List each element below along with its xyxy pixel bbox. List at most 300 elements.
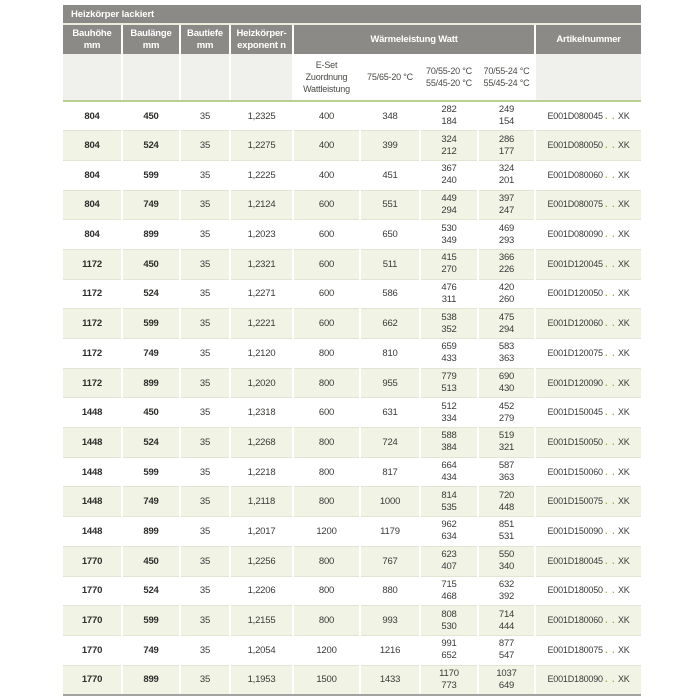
cell-eset-watt: 600 bbox=[293, 279, 360, 309]
cell-70-55-20 bbox=[420, 428, 478, 458]
cell-exponent: 1,2268 bbox=[230, 428, 293, 458]
cell-bautiefe: 35 bbox=[180, 160, 230, 190]
watt-value-line: 530 bbox=[441, 620, 457, 632]
cell-bauhoehe: 804 bbox=[63, 160, 122, 190]
article-suffix: XK bbox=[618, 615, 630, 626]
cell-eset-watt: 800 bbox=[293, 457, 360, 487]
watt-value-line: 286 bbox=[498, 133, 515, 145]
watt-value-line: 659 bbox=[441, 341, 457, 353]
watt-value-line: 324 bbox=[441, 133, 457, 145]
col-header-baulaenge bbox=[122, 24, 180, 54]
cell-70-55-24 bbox=[478, 309, 535, 339]
cell-bautiefe: 35 bbox=[180, 517, 230, 547]
cell-75-65: 810 bbox=[360, 339, 420, 369]
cell-75-65: 631 bbox=[360, 398, 420, 428]
cell-70-55-20 bbox=[420, 487, 478, 517]
article-code: E001D180075 bbox=[547, 644, 603, 655]
article-suffix: XK bbox=[618, 407, 630, 418]
article-suffix: XK bbox=[618, 585, 630, 596]
cell-exponent: 1,2124 bbox=[230, 190, 293, 220]
watt-value-line: 962 bbox=[441, 519, 457, 531]
article-code: E001D080090 bbox=[547, 229, 603, 240]
cell-75-65: 650 bbox=[360, 220, 420, 250]
watt-value-line: 1037 bbox=[496, 667, 517, 679]
cell-70-55-20 bbox=[420, 160, 478, 190]
cell-baulaenge: 899 bbox=[122, 665, 180, 695]
watt-value-line: 184 bbox=[441, 116, 457, 128]
watt-value-line: 714 bbox=[498, 608, 515, 620]
watt-value-line: 1170 bbox=[439, 667, 459, 679]
cell-70-55-20 bbox=[420, 101, 478, 131]
header-line: mm bbox=[142, 39, 160, 51]
watt-value-line: 991 bbox=[441, 638, 457, 650]
cell-75-65: 399 bbox=[360, 131, 420, 161]
header-line: Baulänge bbox=[130, 27, 172, 39]
cell-bautiefe: 35 bbox=[180, 487, 230, 517]
watt-value-line: 588 bbox=[441, 430, 457, 442]
cell-baulaenge: 450 bbox=[122, 249, 180, 279]
cell-70-55-20 bbox=[420, 131, 478, 161]
table-row bbox=[63, 190, 641, 220]
cell-bautiefe: 35 bbox=[180, 131, 230, 161]
header-line: Bauhöhe bbox=[72, 27, 112, 39]
watt-value-line: 475 bbox=[498, 311, 515, 323]
watt-value-line: 349 bbox=[441, 234, 457, 246]
subheader-line: E-Set bbox=[315, 60, 338, 70]
watt-value-line: 664 bbox=[441, 460, 457, 472]
cell-70-55-24 bbox=[478, 220, 535, 250]
cell-bautiefe: 35 bbox=[180, 428, 230, 458]
table-row bbox=[63, 428, 641, 458]
watt-value-line: 531 bbox=[498, 531, 515, 543]
cell-eset-watt: 1200 bbox=[293, 517, 360, 547]
watt-value-line: 334 bbox=[441, 412, 457, 424]
watt-value-line: 407 bbox=[441, 561, 457, 573]
watt-value-line: 177 bbox=[498, 145, 515, 157]
table-row bbox=[63, 665, 641, 695]
cell-70-55-20 bbox=[420, 665, 478, 695]
article-code: E001D180045 bbox=[547, 555, 603, 566]
cell-artikelnummer bbox=[535, 190, 641, 220]
watt-value-line: 448 bbox=[498, 501, 515, 513]
watt-value-line: 430 bbox=[498, 383, 515, 395]
cell-70-55-20 bbox=[420, 339, 478, 369]
watt-value-line: 392 bbox=[498, 590, 515, 602]
article-suffix: XK bbox=[618, 525, 630, 536]
cell-70-55-20 bbox=[420, 635, 478, 665]
article-dots: . . bbox=[605, 347, 616, 358]
cell-baulaenge: 524 bbox=[122, 279, 180, 309]
cell-exponent: 1,1953 bbox=[230, 665, 293, 695]
cell-exponent: 1,2256 bbox=[230, 546, 293, 576]
cell-exponent: 1,2020 bbox=[230, 368, 293, 398]
cell-75-65: 817 bbox=[360, 457, 420, 487]
cell-70-55-24 bbox=[478, 339, 535, 369]
cell-70-55-24 bbox=[478, 131, 535, 161]
watt-value-line: 468 bbox=[441, 590, 457, 602]
cell-baulaenge: 899 bbox=[122, 220, 180, 250]
cell-bauhoehe: 1172 bbox=[63, 279, 122, 309]
cell-artikelnummer bbox=[535, 279, 641, 309]
watt-value-line: 449 bbox=[441, 192, 457, 204]
cell-eset-watt: 800 bbox=[293, 339, 360, 369]
article-dots: . . bbox=[605, 169, 616, 180]
cell-baulaenge: 450 bbox=[122, 546, 180, 576]
cell-artikelnummer bbox=[535, 101, 641, 131]
watt-value-line: 649 bbox=[498, 679, 515, 691]
table-row bbox=[63, 368, 641, 398]
cell-75-65: 451 bbox=[360, 160, 420, 190]
article-code: E001D150060 bbox=[547, 466, 603, 477]
cell-exponent: 1,2155 bbox=[230, 606, 293, 636]
watt-value-line: 247 bbox=[498, 204, 515, 216]
cell-exponent: 1,2271 bbox=[230, 279, 293, 309]
cell-75-65: 993 bbox=[360, 606, 420, 636]
cell-artikelnummer bbox=[535, 368, 641, 398]
cell-bauhoehe: 1172 bbox=[63, 368, 122, 398]
article-suffix: XK bbox=[618, 436, 630, 447]
cell-baulaenge: 899 bbox=[122, 517, 180, 547]
watt-value-line: 513 bbox=[441, 383, 457, 395]
watt-value-line: 249 bbox=[498, 104, 515, 116]
article-dots: . . bbox=[605, 555, 616, 566]
cell-artikelnummer bbox=[535, 457, 641, 487]
watt-value-line: 652 bbox=[441, 650, 457, 662]
cell-75-65: 955 bbox=[360, 368, 420, 398]
cell-70-55-24 bbox=[478, 487, 535, 517]
col-header-bautiefe bbox=[180, 24, 230, 54]
cell-artikelnummer bbox=[535, 398, 641, 428]
header-line: exponent n bbox=[237, 39, 286, 51]
cell-artikelnummer bbox=[535, 220, 641, 250]
cell-bautiefe: 35 bbox=[180, 398, 230, 428]
article-code: E001D180060 bbox=[547, 615, 603, 626]
watt-value-line: 530 bbox=[441, 222, 457, 234]
cell-bauhoehe: 1770 bbox=[63, 635, 122, 665]
cell-baulaenge: 749 bbox=[122, 487, 180, 517]
cell-eset-watt: 600 bbox=[293, 309, 360, 339]
cell-exponent: 1,2275 bbox=[230, 131, 293, 161]
cell-bautiefe: 35 bbox=[180, 220, 230, 250]
cell-70-55-24 bbox=[478, 428, 535, 458]
watt-value-line: 469 bbox=[498, 222, 515, 234]
cell-eset-watt: 800 bbox=[293, 606, 360, 636]
article-suffix: XK bbox=[618, 347, 630, 358]
article-code: E001D180050 bbox=[547, 585, 603, 596]
article-dots: . . bbox=[605, 288, 616, 299]
subheader-empty-bautiefe bbox=[180, 54, 230, 101]
watt-value-line: 715 bbox=[441, 578, 457, 590]
col-header-bauhoehe bbox=[63, 24, 122, 54]
cell-baulaenge: 524 bbox=[122, 576, 180, 606]
cell-eset-watt: 800 bbox=[293, 487, 360, 517]
cell-exponent: 1,2325 bbox=[230, 101, 293, 131]
table-row bbox=[63, 635, 641, 665]
watt-value-line: 452 bbox=[498, 400, 515, 412]
watt-value-line: 282 bbox=[441, 104, 457, 116]
cell-75-65: 1179 bbox=[360, 517, 420, 547]
col-header-waermeleistung: Wärmeleistung Watt bbox=[293, 24, 535, 54]
watt-value-line: 434 bbox=[441, 472, 457, 484]
watt-value-line: 363 bbox=[498, 472, 515, 484]
cell-bautiefe: 35 bbox=[180, 368, 230, 398]
watt-value-line: 226 bbox=[498, 264, 515, 276]
cell-baulaenge: 524 bbox=[122, 131, 180, 161]
cell-70-55-20 bbox=[420, 517, 478, 547]
subheader-line: 55/45-20 °C bbox=[426, 78, 472, 88]
cell-bautiefe: 35 bbox=[180, 101, 230, 131]
watt-value-line: 808 bbox=[441, 608, 457, 620]
article-dots: . . bbox=[605, 110, 616, 121]
cell-75-65: 511 bbox=[360, 249, 420, 279]
table-row bbox=[63, 131, 641, 161]
subheader-empty-bauhoehe bbox=[63, 54, 122, 101]
cell-eset-watt: 600 bbox=[293, 220, 360, 250]
cell-eset-watt: 400 bbox=[293, 131, 360, 161]
article-code: E001D080045 bbox=[547, 110, 603, 121]
cell-bautiefe: 35 bbox=[180, 279, 230, 309]
cell-eset-watt: 800 bbox=[293, 576, 360, 606]
watt-value-line: 623 bbox=[441, 549, 457, 561]
cell-bautiefe: 35 bbox=[180, 249, 230, 279]
radiator-spec-table bbox=[63, 5, 641, 696]
cell-75-65: 1000 bbox=[360, 487, 420, 517]
article-suffix: XK bbox=[618, 555, 630, 566]
watt-value-line: 773 bbox=[441, 679, 457, 691]
cell-exponent: 1,2321 bbox=[230, 249, 293, 279]
article-code: E001D120045 bbox=[547, 258, 603, 269]
table-subheader-row bbox=[63, 54, 641, 101]
article-dots: . . bbox=[605, 674, 616, 685]
article-suffix: XK bbox=[618, 288, 630, 299]
watt-value-line: 476 bbox=[441, 281, 457, 293]
subheader-line: Zuordnung bbox=[305, 72, 348, 82]
subheader-70-55-20 bbox=[420, 54, 478, 101]
cell-artikelnummer bbox=[535, 517, 641, 547]
table-title-row bbox=[63, 5, 641, 24]
cell-70-55-24 bbox=[478, 160, 535, 190]
watt-value-line: 444 bbox=[498, 620, 515, 632]
cell-eset-watt: 800 bbox=[293, 546, 360, 576]
subheader-empty-exponent bbox=[230, 54, 293, 101]
cell-bautiefe: 35 bbox=[180, 606, 230, 636]
cell-eset-watt: 1200 bbox=[293, 635, 360, 665]
article-dots: . . bbox=[605, 644, 616, 655]
cell-artikelnummer bbox=[535, 249, 641, 279]
watt-value-line: 384 bbox=[441, 442, 457, 454]
article-code: E001D120060 bbox=[547, 318, 603, 329]
cell-bauhoehe: 1448 bbox=[63, 457, 122, 487]
cell-70-55-20 bbox=[420, 546, 478, 576]
watt-value-line: 512 bbox=[441, 400, 457, 412]
watt-value-line: 587 bbox=[498, 460, 515, 472]
cell-eset-watt: 600 bbox=[293, 398, 360, 428]
cell-75-65: 586 bbox=[360, 279, 420, 309]
article-dots: . . bbox=[605, 525, 616, 536]
cell-baulaenge: 899 bbox=[122, 368, 180, 398]
watt-value-line: 321 bbox=[498, 442, 515, 454]
watt-value-line: 690 bbox=[498, 371, 515, 383]
article-code: E001D150090 bbox=[547, 525, 603, 536]
cell-bauhoehe: 1448 bbox=[63, 428, 122, 458]
cell-70-55-24 bbox=[478, 457, 535, 487]
watt-value-line: 720 bbox=[498, 489, 515, 501]
cell-exponent: 1,2218 bbox=[230, 457, 293, 487]
cell-artikelnummer bbox=[535, 665, 641, 695]
article-code: E001D150050 bbox=[547, 436, 603, 447]
cell-70-55-20 bbox=[420, 249, 478, 279]
watt-value-line: 311 bbox=[441, 293, 457, 305]
article-suffix: XK bbox=[618, 140, 630, 151]
cell-eset-watt: 600 bbox=[293, 249, 360, 279]
cell-75-65: 880 bbox=[360, 576, 420, 606]
article-code: E001D080075 bbox=[547, 199, 603, 210]
cell-70-55-24 bbox=[478, 101, 535, 131]
table-row bbox=[63, 309, 641, 339]
article-dots: . . bbox=[605, 229, 616, 240]
subheader-empty-baulaenge bbox=[122, 54, 180, 101]
cell-baulaenge: 450 bbox=[122, 398, 180, 428]
cell-baulaenge: 749 bbox=[122, 635, 180, 665]
watt-value-line: 260 bbox=[498, 293, 515, 305]
table-row bbox=[63, 398, 641, 428]
watt-value-line: 535 bbox=[441, 501, 457, 513]
watt-value-line: 583 bbox=[498, 341, 515, 353]
header-line: Heizkörper- bbox=[236, 27, 287, 39]
cell-bauhoehe: 1770 bbox=[63, 606, 122, 636]
article-dots: . . bbox=[605, 377, 616, 388]
watt-value-line: 779 bbox=[441, 371, 457, 383]
article-suffix: XK bbox=[618, 199, 630, 210]
cell-baulaenge: 599 bbox=[122, 457, 180, 487]
cell-70-55-24 bbox=[478, 576, 535, 606]
cell-75-65: 1216 bbox=[360, 635, 420, 665]
table-row bbox=[63, 546, 641, 576]
cell-exponent: 1,2017 bbox=[230, 517, 293, 547]
cell-baulaenge: 524 bbox=[122, 428, 180, 458]
article-code: E001D150075 bbox=[547, 496, 603, 507]
article-code: E001D120050 bbox=[547, 288, 603, 299]
watt-value-line: 270 bbox=[441, 264, 457, 276]
cell-eset-watt: 400 bbox=[293, 101, 360, 131]
article-dots: . . bbox=[605, 436, 616, 447]
cell-bauhoehe: 804 bbox=[63, 220, 122, 250]
cell-75-65: 1433 bbox=[360, 665, 420, 695]
cell-exponent: 1,2023 bbox=[230, 220, 293, 250]
table-row bbox=[63, 517, 641, 547]
article-suffix: XK bbox=[618, 169, 630, 180]
article-suffix: XK bbox=[618, 377, 630, 388]
watt-value-line: 538 bbox=[441, 311, 457, 323]
table-row bbox=[63, 160, 641, 190]
cell-bauhoehe: 804 bbox=[63, 131, 122, 161]
article-code: E001D180090 bbox=[547, 674, 603, 685]
cell-baulaenge: 450 bbox=[122, 101, 180, 131]
cell-70-55-24 bbox=[478, 368, 535, 398]
cell-70-55-24 bbox=[478, 665, 535, 695]
cell-bautiefe: 35 bbox=[180, 546, 230, 576]
cell-eset-watt: 400 bbox=[293, 160, 360, 190]
watt-value-line: 240 bbox=[441, 175, 457, 187]
article-code: E001D120090 bbox=[547, 377, 603, 388]
cell-artikelnummer bbox=[535, 160, 641, 190]
watt-value-line: 634 bbox=[441, 531, 457, 543]
cell-bauhoehe: 804 bbox=[63, 101, 122, 131]
article-suffix: XK bbox=[618, 644, 630, 655]
cell-artikelnummer bbox=[535, 546, 641, 576]
header-line: Bautiefe bbox=[187, 27, 223, 39]
cell-70-55-20 bbox=[420, 398, 478, 428]
cell-bautiefe: 35 bbox=[180, 339, 230, 369]
cell-exponent: 1,2054 bbox=[230, 635, 293, 665]
col-header-exponent bbox=[230, 24, 293, 54]
article-code: E001D080060 bbox=[547, 169, 603, 180]
subheader-empty-artikelnummer bbox=[535, 54, 641, 101]
cell-artikelnummer bbox=[535, 309, 641, 339]
article-dots: . . bbox=[605, 199, 616, 210]
cell-70-55-24 bbox=[478, 606, 535, 636]
article-dots: . . bbox=[605, 615, 616, 626]
cell-75-65: 551 bbox=[360, 190, 420, 220]
cell-70-55-20 bbox=[420, 190, 478, 220]
article-dots: . . bbox=[605, 466, 616, 477]
watt-value-line: 294 bbox=[441, 204, 457, 216]
watt-value-line: 366 bbox=[498, 252, 515, 264]
cell-eset-watt: 600 bbox=[293, 190, 360, 220]
table-row bbox=[63, 576, 641, 606]
table-row bbox=[63, 457, 641, 487]
table-row bbox=[63, 101, 641, 131]
cell-exponent: 1,2118 bbox=[230, 487, 293, 517]
watt-value-line: 352 bbox=[441, 323, 457, 335]
watt-value-line: 420 bbox=[498, 281, 515, 293]
cell-bautiefe: 35 bbox=[180, 190, 230, 220]
cell-70-55-24 bbox=[478, 398, 535, 428]
cell-artikelnummer bbox=[535, 606, 641, 636]
cell-bauhoehe: 1770 bbox=[63, 665, 122, 695]
cell-75-65: 767 bbox=[360, 546, 420, 576]
cell-eset-watt: 800 bbox=[293, 368, 360, 398]
article-code: E001D150045 bbox=[547, 407, 603, 418]
cell-70-55-24 bbox=[478, 635, 535, 665]
cell-exponent: 1,2225 bbox=[230, 160, 293, 190]
cell-70-55-20 bbox=[420, 279, 478, 309]
subheader-line: 70/55-24 °C bbox=[483, 66, 530, 76]
cell-bautiefe: 35 bbox=[180, 576, 230, 606]
cell-baulaenge: 599 bbox=[122, 606, 180, 636]
cell-bauhoehe: 1172 bbox=[63, 339, 122, 369]
cell-baulaenge: 749 bbox=[122, 190, 180, 220]
cell-bauhoehe: 1448 bbox=[63, 487, 122, 517]
article-dots: . . bbox=[605, 140, 616, 151]
header-line: mm bbox=[196, 39, 214, 51]
cell-bauhoehe: 1172 bbox=[63, 309, 122, 339]
watt-value-line: 293 bbox=[498, 234, 515, 246]
cell-70-55-20 bbox=[420, 368, 478, 398]
cell-bautiefe: 35 bbox=[180, 309, 230, 339]
cell-75-65: 724 bbox=[360, 428, 420, 458]
cell-70-55-24 bbox=[478, 279, 535, 309]
watt-value-line: 363 bbox=[498, 353, 515, 365]
watt-value-line: 547 bbox=[498, 650, 515, 662]
article-code: E001D120075 bbox=[547, 347, 603, 358]
cell-eset-watt: 800 bbox=[293, 428, 360, 458]
cell-baulaenge: 599 bbox=[122, 309, 180, 339]
watt-value-line: 212 bbox=[441, 145, 457, 157]
article-suffix: XK bbox=[618, 318, 630, 329]
watt-value-line: 397 bbox=[498, 192, 515, 204]
cell-70-55-24 bbox=[478, 249, 535, 279]
